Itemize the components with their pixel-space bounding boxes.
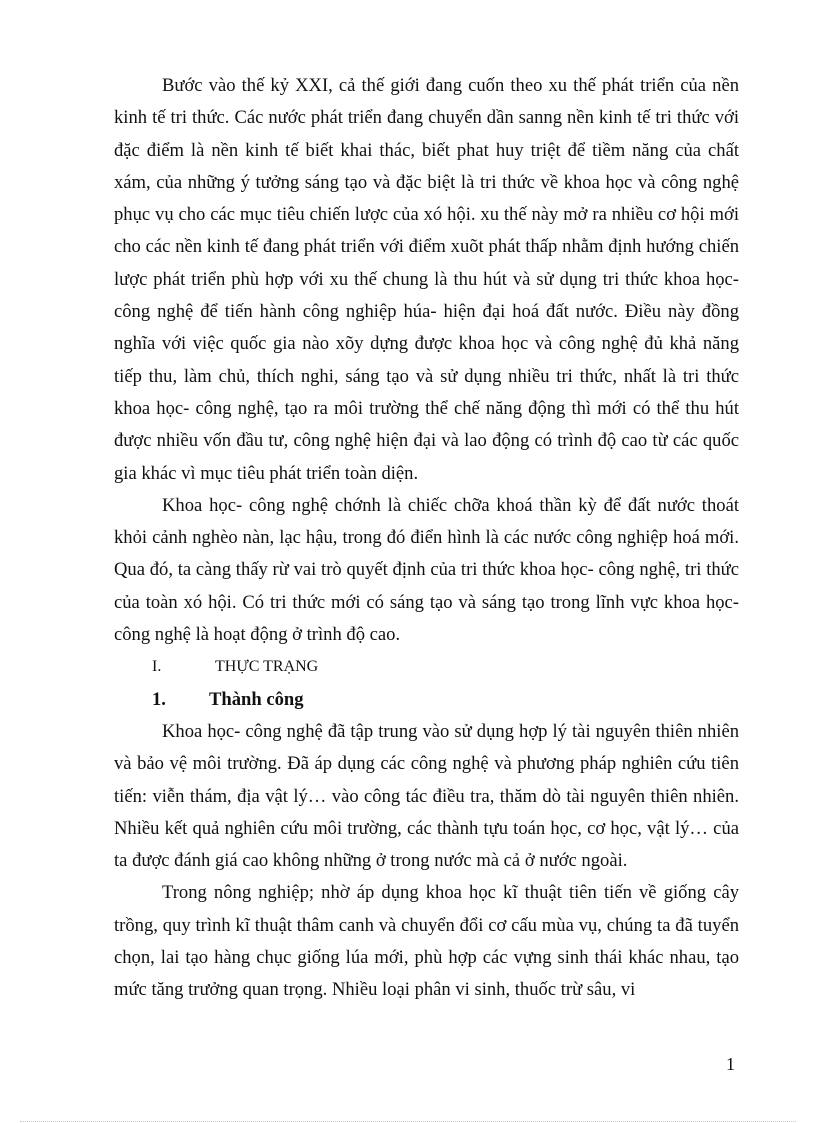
subsection-title: Thành công [209, 688, 304, 710]
page-bottom-divider [20, 1121, 796, 1122]
paragraph-key-role: Khoa học- công nghệ chớnh là chiếc chỡa khoá thần kỳ để đất nước thoát khỏi cảnh nghèo nàn, lạc hậu, trong đó điển hình là các nước công nghiệp hoá mới. Qua đó, ta càng thấy rừ vai trò quyết định của tri thức khoa học- công nghệ, tri thức của toàn xó hội. Có tri thức mới có sáng tạo và sáng tạo trong lĩnh vực khoa học- công nghệ là hoạt động ở trình độ cao. [114, 494, 739, 646]
paragraph-environment: Khoa học- công nghệ đã tập trung vào sử dụng hợp lý tài nguyên thiên nhiên và bảo vệ môi trường. Đã áp dụng các công nghệ và phương pháp nghiên cứu tiên tiến: viễn thám, địa vật lý… vào công tác điều tra, thăm dò tài nguyên thiên nhiên. Nhiều kết quả nghiên cứu môi trường, các thành tựu toán học, cơ học, vật lý… của ta được đánh giá cao không những ở trong nước mà cả ở nước ngoài. [114, 720, 739, 872]
section-heading [114, 651, 739, 683]
paragraph-intro: Bước vào thế kỷ XXI, cả thế giới đang cuốn theo xu thế phát triển của nền kinh tế tri thức. Các nước phát triển đang chuyển dần sanng nền kinh tế tri thức với đặc điểm là nền kinh tế biết khai thác, biết phat huy triệt để tiềm năng của chất xám, của những ý tưởng sáng tạo và đặc biệt là tri thức về khoa học và công nghệ phục vụ cho các mục tiêu chiến lược của xó hội. xu thế này mở ra nhiều cơ hội mới cho các nền kinh tế đang phát triển với điểm xuõt phát thấp nhằm định hướng chiến lược phát triển phù hợp với xu thế chung là thu hút và sử dụng tri thức khoa học- công nghệ để tiến hành công nghiệp húa- hiện đại hoá đất nước. Điều này đồng nghĩa với việc quốc gia nào xõy dựng được khoa học và công nghệ đủ khả năng tiếp thu, làm chủ, thích nghi, sáng tạo và sử dụng nhiều tri thức, nhất là tri thức khoa học- công nghệ, tạo ra môi trường thể chế năng động thì mới có thể thu hút được nhiều vốn đầu tư, công nghệ hiện đại và lao động có trình độ cao từ các quốc gia khác vì mục tiêu phát triển toàn diện. [114, 75, 739, 484]
document-body [114, 70, 739, 1007]
subsection-number: 1. [152, 688, 166, 710]
section-title: THỰC TRẠNG [215, 658, 319, 676]
subsection-heading [114, 684, 739, 716]
page-number: 1 [726, 1054, 735, 1074]
section-number: I. [152, 658, 162, 676]
paragraph-agriculture: Trong nông nghiệp; nhờ áp dụng khoa học kĩ thuật tiên tiến về giống cây trồng, quy trình kĩ thuật thâm canh và chuyển đổi cơ cấu mùa vụ, chúng ta đã tuyển chọn, lai tạo hàng chục giống lúa mới, phù hợp các vựng sinh thái khác nhau, tạo mức tăng trưởng quan trọng. Nhiều loại phân vi sinh, thuốc trừ sâu, vi [114, 882, 739, 1001]
